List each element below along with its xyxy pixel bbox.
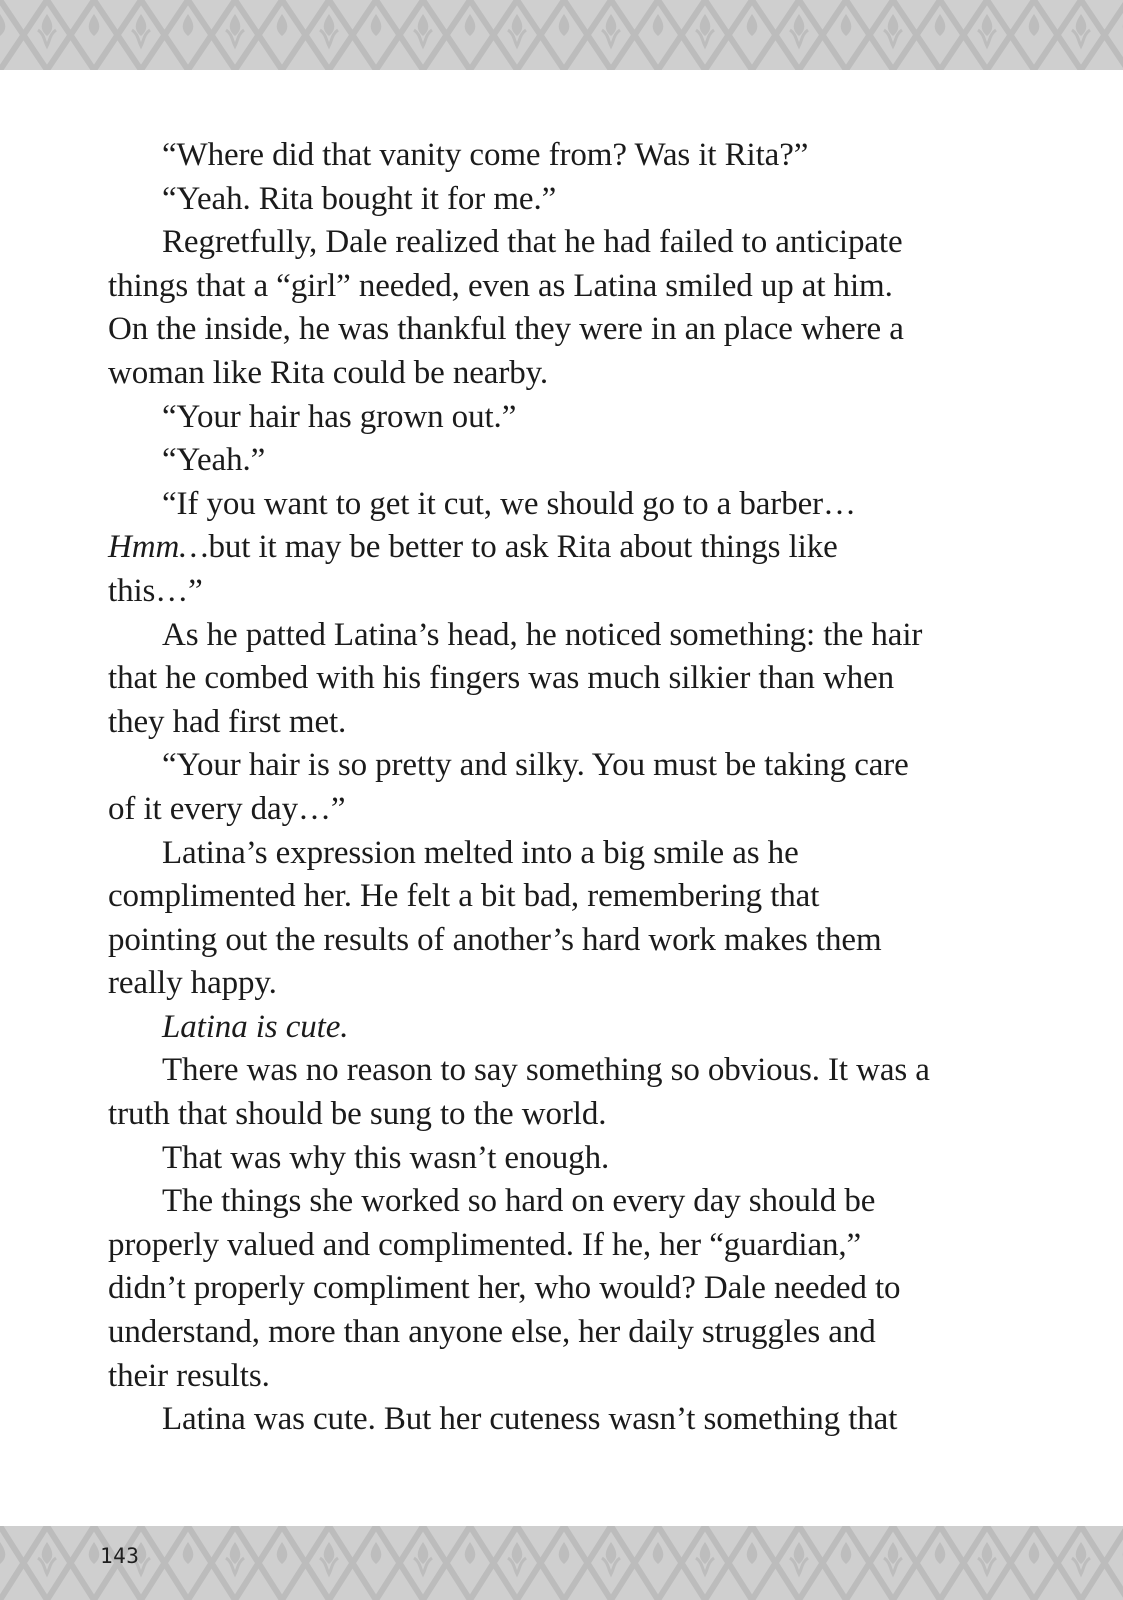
text-line <box>108 439 988 483</box>
text-line <box>108 134 988 178</box>
text-line <box>108 1093 988 1137</box>
top-pattern-svg <box>0 0 1123 70</box>
text-line <box>108 1398 988 1442</box>
line-text: “Yeah.” <box>162 442 266 479</box>
text-line <box>108 308 988 352</box>
text-line <box>108 744 988 788</box>
line-text: Latina was cute. But her cuteness wasn’t something that <box>162 1401 898 1438</box>
bottom-pattern-svg <box>0 1526 1123 1600</box>
line-text: understand, more than anyone else, her daily struggles and <box>108 1314 876 1351</box>
text-line <box>108 919 988 963</box>
line-text: “Yeah. Rita bought it for me.” <box>162 180 557 217</box>
line-text: “If you want to get it cut, we should go to a barber… <box>162 485 856 522</box>
text-line <box>108 1267 988 1311</box>
line-text: truth that should be sung to the world. <box>108 1096 607 1133</box>
text-line <box>108 396 988 440</box>
line-text: There was no reason to say something so obvious. It was a <box>162 1052 930 1089</box>
line-text: The things she worked so hard on every day should be <box>162 1183 876 1220</box>
text-line <box>108 1006 988 1050</box>
text-line <box>108 1224 988 1268</box>
text-line <box>108 788 988 832</box>
text-line <box>108 352 988 396</box>
line-text: That was why this wasn’t enough. <box>162 1139 610 1176</box>
text-line <box>108 962 988 1006</box>
line-text: “Your hair has grown out.” <box>162 398 517 435</box>
line-text: pointing out the results of another’s hard work makes them <box>108 921 882 958</box>
line-text: of it every day…” <box>108 790 346 827</box>
line-text: “Where did that vanity come from? Was it Rita?” <box>162 137 809 173</box>
line-text: Latina’s expression melted into a big smile as he <box>162 834 799 871</box>
text-line <box>108 657 988 701</box>
line-text: this…” <box>108 572 203 609</box>
italic-text: Latina is cute. <box>162 1008 349 1045</box>
line-text: On the inside, he was thankful they were in an place where a <box>108 311 904 348</box>
line-text: things that a “girl” needed, even as Latina smiled up at him. <box>108 267 893 304</box>
line-text: Regretfully, Dale realized that he had failed to anticipate <box>162 224 903 261</box>
page-number: 143 <box>100 1544 140 1568</box>
text-line <box>108 1137 988 1181</box>
line-text: didn’t properly compliment her, who would? Dale needed to <box>108 1270 901 1307</box>
line-text: “Your hair is so pretty and silky. You must be taking care <box>162 747 909 784</box>
text-line <box>108 570 988 614</box>
text-line <box>108 875 988 919</box>
text-line <box>108 1049 988 1093</box>
text-line <box>108 614 988 658</box>
top-decorative-band <box>0 0 1123 70</box>
text-line <box>108 1311 988 1355</box>
text-line <box>108 701 988 745</box>
text-line <box>108 178 988 222</box>
bottom-decorative-band <box>0 1526 1123 1600</box>
text-line <box>108 526 988 570</box>
text-line <box>108 1180 988 1224</box>
line-text: woman like Rita could be nearby. <box>108 354 549 391</box>
text-line <box>108 483 988 527</box>
text-line <box>108 221 988 265</box>
line-text: As he patted Latina’s head, he noticed something: the hair <box>162 616 923 653</box>
italic-text: Hmm… <box>108 529 209 566</box>
text-line <box>108 832 988 876</box>
line-text: they had first met. <box>108 703 347 740</box>
line-text: complimented her. He felt a bit bad, remembering that <box>108 878 820 915</box>
line-text: but it may be better to ask Rita about things like <box>208 529 838 566</box>
text-line <box>108 1355 988 1399</box>
text-line <box>108 265 988 309</box>
line-text: their results. <box>108 1357 270 1394</box>
body-text <box>108 134 988 1442</box>
line-text: that he combed with his fingers was much silkier than when <box>108 660 895 697</box>
line-text: really happy. <box>108 965 277 1002</box>
line-text: properly valued and complimented. If he, her “guardian,” <box>108 1226 862 1263</box>
